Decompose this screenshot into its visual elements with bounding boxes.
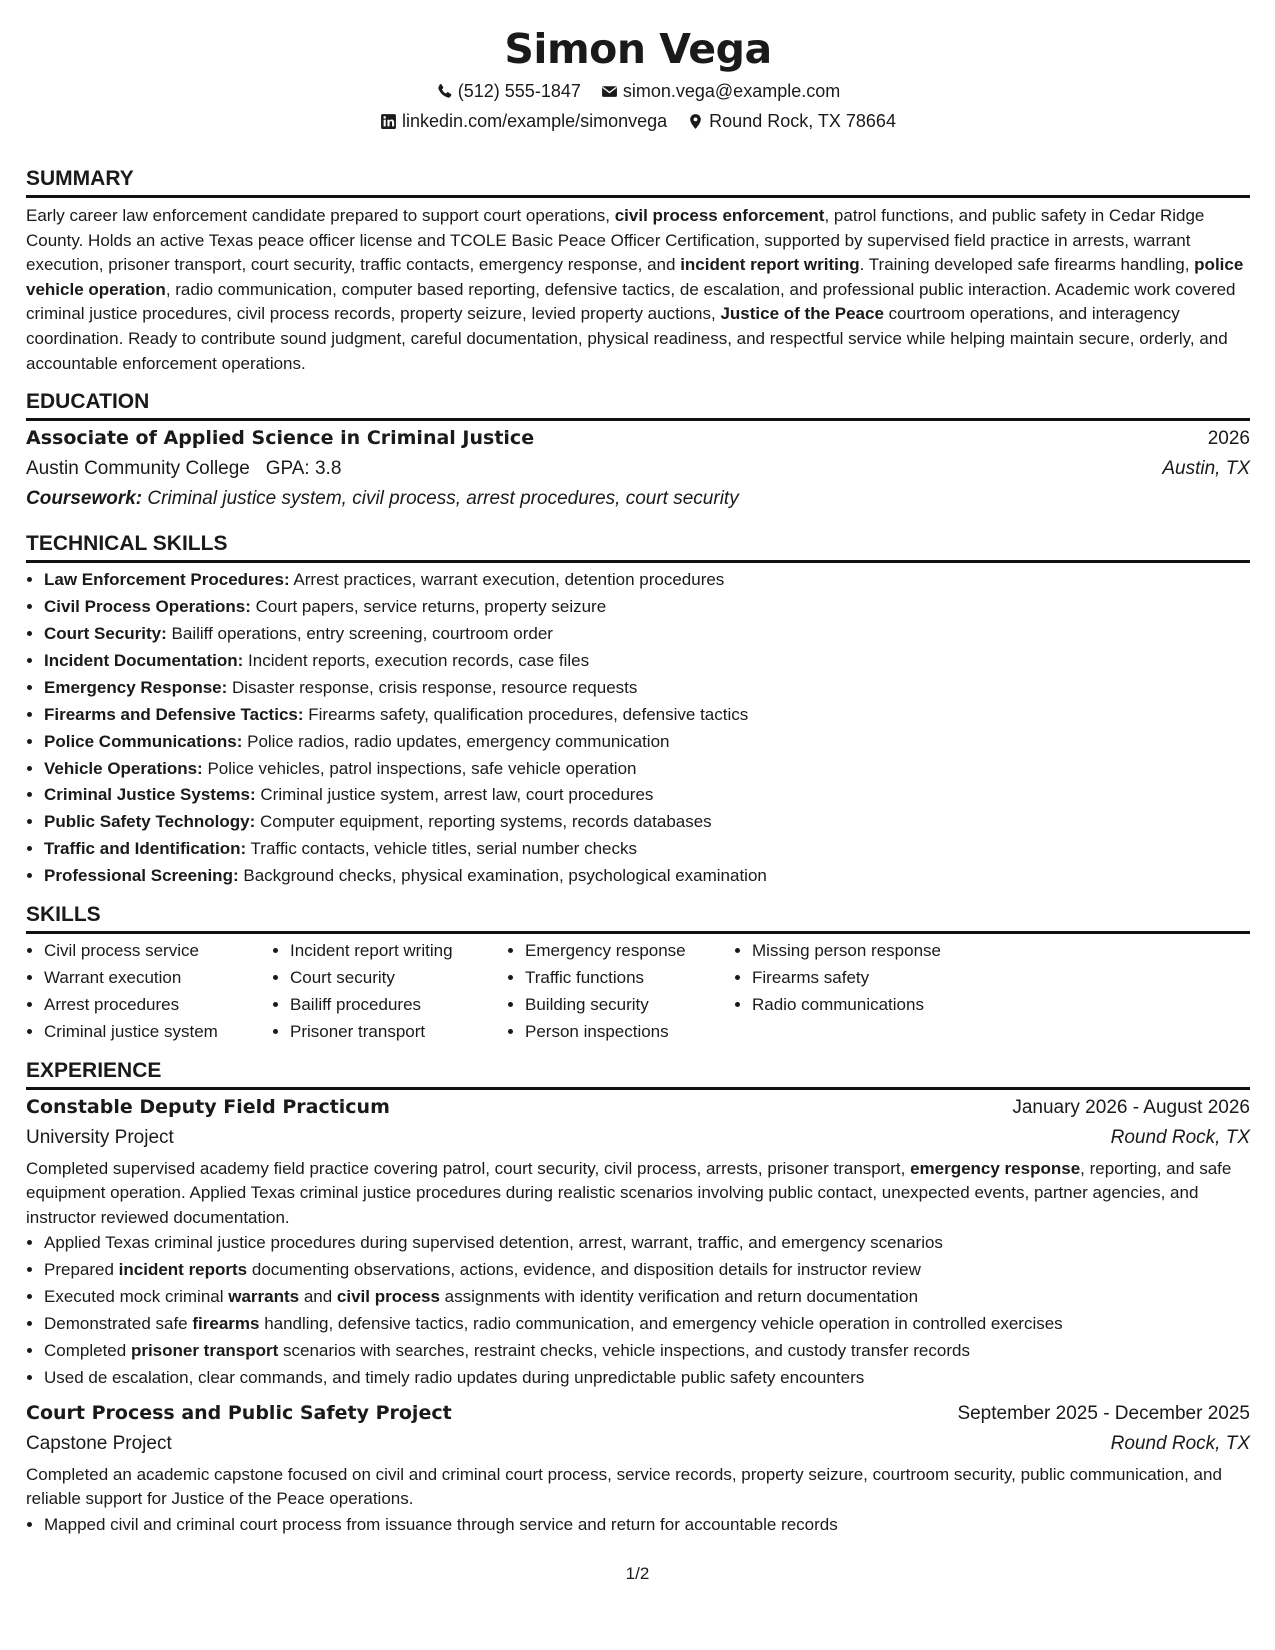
text-run: documenting observations, actions, evidence, and disposition details for instructor review [247, 1260, 921, 1280]
technical-skill-item [44, 675, 1250, 702]
skill-item: • Firearms safety [752, 965, 1012, 992]
skill-category-text: Firearms safety, qualification procedures, defensive tactics [308, 704, 749, 724]
experience-bullet [44, 1284, 1250, 1311]
skill-item: • Prisoner transport [290, 1019, 507, 1046]
technical-skill-item [44, 621, 1250, 648]
experience-entry [26, 1092, 1250, 1392]
experience-title-row [26, 1092, 1250, 1123]
skill-item: • Warrant execution [44, 965, 272, 992]
section-heading-experience: EXPERIENCE [26, 1058, 1250, 1090]
skill-category-label: Court Security: [44, 623, 167, 643]
email-text: simon.vega@example.com [622, 81, 841, 101]
technical-skill-item [44, 729, 1250, 756]
experience-org-row [26, 1429, 1250, 1459]
bold-text: Justice of the Peace [720, 304, 884, 324]
technical-skill-item [44, 594, 1250, 621]
skills-column [507, 938, 734, 1046]
resume-header [26, 22, 1250, 136]
skill-item: • Traffic functions [525, 965, 734, 992]
skill-category-text: Traffic contacts, vehicle titles, serial number checks [250, 839, 637, 859]
skills-column [272, 938, 507, 1046]
skill-item: • Emergency response [525, 938, 734, 965]
school-name: Austin Community College [26, 458, 250, 480]
location-contact [687, 106, 896, 136]
text-run: Completed supervised academy field practice covering patrol, court security, civil process, arrests, prisoner transport, [26, 1158, 911, 1178]
experience-dates: September 2025 - December 2025 [957, 1402, 1250, 1424]
experience-bullet [44, 1338, 1250, 1365]
experience-bullet [44, 1257, 1250, 1284]
skill-category-label: Criminal Justice Systems: [44, 785, 256, 805]
text-run: Used de escalation, clear commands, and timely radio updates during unpredictable public safety encounters [44, 1367, 865, 1387]
skill-category-label: Emergency Response: [44, 677, 228, 697]
experience-bullet [44, 1365, 1250, 1392]
skill-category-label: Public Safety Technology: [44, 812, 256, 832]
skill-category-text: Police radios, radio updates, emergency communication [247, 731, 670, 751]
experience-description [26, 1157, 1250, 1231]
technical-skill-item [44, 567, 1250, 594]
text-run: . Training developed safe firearms handling, [859, 255, 1195, 275]
experience-org: Capstone Project [26, 1432, 172, 1454]
experience-bullet [44, 1512, 1250, 1539]
skill-category-label: Professional Screening: [44, 866, 239, 886]
experience-bullets [26, 1512, 1250, 1539]
summary-paragraph [26, 204, 1250, 376]
skill-category-label: Incident Documentation: [44, 650, 244, 670]
text-run: courtroom operations, and interagency coordination. Ready to contribute sound judgment, careful documentation, physical readiness, and respectful service while helping maintain secure, orderly, and accountable enforcement operations. [26, 304, 1228, 373]
skills-column [26, 938, 272, 1046]
school-line [26, 454, 341, 484]
skill-category-label: Firearms and Defensive Tactics: [44, 704, 304, 724]
technical-skill-item [44, 702, 1250, 729]
skill-category-label: Law Enforcement Procedures: [44, 570, 290, 590]
skill-category-text: Background checks, physical examination, psychological examination [243, 866, 767, 886]
linkedin-text: linkedin.com/example/simonvega [402, 111, 668, 131]
technical-skill-item [44, 863, 1250, 890]
gpa: GPA: 3.8 [265, 458, 342, 480]
skill-item: • Incident report writing [290, 938, 507, 965]
experience-section [26, 1058, 1250, 1539]
experience-role: Court Process and Public Safety Project [26, 1401, 452, 1424]
skills-grid [26, 938, 1250, 1046]
skill-category-text: Incident reports, execution records, case files [248, 650, 590, 670]
technical-skill-item [44, 782, 1250, 809]
bold-text: emergency response [910, 1158, 1081, 1178]
text-run: Executed mock criminal [44, 1287, 229, 1307]
text-run: and [299, 1287, 337, 1307]
coursework-line [26, 484, 1250, 514]
technical-skill-item [44, 756, 1250, 783]
envelope-icon [601, 83, 618, 100]
skill-category-text: Arrest practices, warrant execution, detention procedures [293, 570, 725, 590]
email-contact[interactable] [601, 76, 840, 106]
education-section [26, 389, 1250, 514]
text-run: Early career law enforcement candidate prepared to support court operations, [26, 206, 615, 225]
linkedin-icon [380, 113, 397, 130]
experience-location: Round Rock, TX [1110, 1126, 1250, 1148]
text-run: , radio communication, computer based reporting, defensive tactics, de escalation, and professional public interaction. Academic work covered criminal justice procedures, civil process records, property seizure, levied property auctions, [26, 279, 1236, 324]
technical-skill-item [44, 809, 1250, 836]
text-run: Demonstrated safe [44, 1314, 193, 1334]
coursework-label: Coursework: [26, 488, 143, 510]
graduation-year: 2026 [1207, 428, 1250, 450]
phone-contact[interactable] [436, 76, 581, 106]
education-school-row [26, 454, 1250, 484]
contact-row-1 [26, 76, 1250, 106]
skill-category-text: Disaster response, crisis response, resource requests [232, 677, 638, 697]
skill-item: • Court security [290, 965, 507, 992]
skill-item: • Arrest procedures [44, 992, 272, 1019]
skill-item: • Missing person response [752, 938, 1012, 965]
technical-skill-item [44, 648, 1250, 675]
coursework-text: Criminal justice system, civil process, arrest procedures, court security [147, 488, 739, 510]
education-title-row [26, 423, 1250, 454]
text-run: Prepared [44, 1260, 119, 1280]
skill-category-text: Court papers, service returns, property seizure [255, 597, 607, 617]
section-heading-summary: SUMMARY [26, 166, 1250, 198]
bold-text: incident reports [118, 1260, 248, 1280]
bold-text: warrants [228, 1287, 300, 1307]
experience-entry [26, 1398, 1250, 1539]
section-heading-education: EDUCATION [26, 389, 1250, 421]
phone-text: (512) 555-1847 [457, 81, 581, 101]
phone-icon [436, 83, 453, 100]
bold-text: prisoner transport [130, 1341, 279, 1361]
school-location: Austin, TX [1162, 458, 1250, 480]
text-run: Completed [44, 1341, 131, 1361]
summary-section [26, 166, 1250, 376]
experience-list [26, 1092, 1250, 1539]
skill-category-text: Criminal justice system, arrest law, court procedures [260, 785, 654, 805]
experience-location: Round Rock, TX [1110, 1432, 1250, 1454]
skills-section [26, 902, 1250, 1046]
text-run: assignments with identity verification and return documentation [439, 1287, 919, 1307]
skill-category-text: Police vehicles, patrol inspections, safe vehicle operation [207, 758, 637, 778]
section-heading-skills: SKILLS [26, 902, 1250, 934]
page-number: 1/2 [625, 1564, 650, 1583]
skill-category-label: Traffic and Identification: [44, 839, 247, 859]
location-text: Round Rock, TX 78664 [709, 111, 896, 131]
skill-category-text: Bailiff operations, entry screening, courtroom order [171, 623, 553, 643]
skill-item: • Civil process service [44, 938, 272, 965]
text-run: , patrol functions, and public safety in Cedar Ridge County. Holds an active Texas peace officer license and TCOLE Basic Peace Officer Certification, supported by supervised field practice in arrests, warrant execution, prisoner transport, court security, traffic contacts, emergency response, and [26, 206, 1205, 275]
skill-category-label: Vehicle Operations: [44, 758, 203, 778]
skill-item: • Bailiff procedures [290, 992, 507, 1019]
degree-title: Associate of Applied Science in Criminal Justice [26, 427, 535, 450]
text-run: Completed an academic capstone focused on civil and criminal court process, service records, property seizure, courtroom security, public communication, and reliable support for Justice of the Peace operations. [26, 1464, 1222, 1509]
experience-role: Constable Deputy Field Practicum [26, 1095, 390, 1118]
bold-text: police vehicle operation [26, 255, 1244, 299]
skill-item: • Person inspections [525, 1019, 734, 1046]
skill-category-label: Civil Process Operations: [44, 597, 251, 617]
experience-org-row [26, 1123, 1250, 1153]
experience-bullets [26, 1230, 1250, 1391]
text-run: scenarios with searches, restraint checks, vehicle inspections, and custody transfer records [278, 1341, 970, 1361]
map-pin-icon [687, 113, 704, 130]
experience-description [26, 1463, 1250, 1512]
bold-text: incident report writing [680, 255, 860, 275]
experience-dates: January 2026 - August 2026 [1012, 1096, 1250, 1118]
candidate-name: Simon Vega [504, 25, 772, 73]
text-run: Applied Texas criminal justice procedures during supervised detention, arrest, warrant, traffic, and emergency scenarios [44, 1233, 943, 1253]
text-run: Mapped civil and criminal court process from issuance through service and return for accountable records [44, 1515, 838, 1535]
skill-item: • Criminal justice system [44, 1019, 272, 1046]
resume-page [26, 0, 1250, 1539]
technical-skill-item [44, 836, 1250, 863]
text-run: , reporting, and safe equipment operation. Applied Texas criminal justice procedures during realistic scenarios involving public contact, unexpected events, partner agencies, and instructor reviewed documentation. [26, 1158, 1232, 1227]
technical-skills-section [26, 531, 1250, 890]
experience-org: University Project [26, 1126, 174, 1148]
skill-item: • Radio communications [752, 992, 1012, 1019]
linkedin-contact[interactable] [380, 106, 667, 136]
experience-title-row [26, 1398, 1250, 1429]
skill-category-label: Police Communications: [44, 731, 243, 751]
skill-category-text: Computer equipment, reporting systems, records databases [260, 812, 712, 832]
section-heading-technical-skills: TECHNICAL SKILLS [26, 531, 1250, 563]
bold-text: firearms [192, 1314, 260, 1334]
experience-bullet [44, 1311, 1250, 1338]
skill-item: • Building security [525, 992, 734, 1019]
experience-bullet [44, 1230, 1250, 1257]
skills-column [734, 938, 1012, 1046]
contact-row-2 [26, 106, 1250, 136]
technical-skills-list [26, 567, 1250, 890]
bold-text: civil process [336, 1287, 440, 1307]
text-run: handling, defensive tactics, radio communication, and emergency vehicle operation in controlled exercises [259, 1314, 1063, 1334]
bold-text: civil process enforcement [614, 206, 825, 225]
